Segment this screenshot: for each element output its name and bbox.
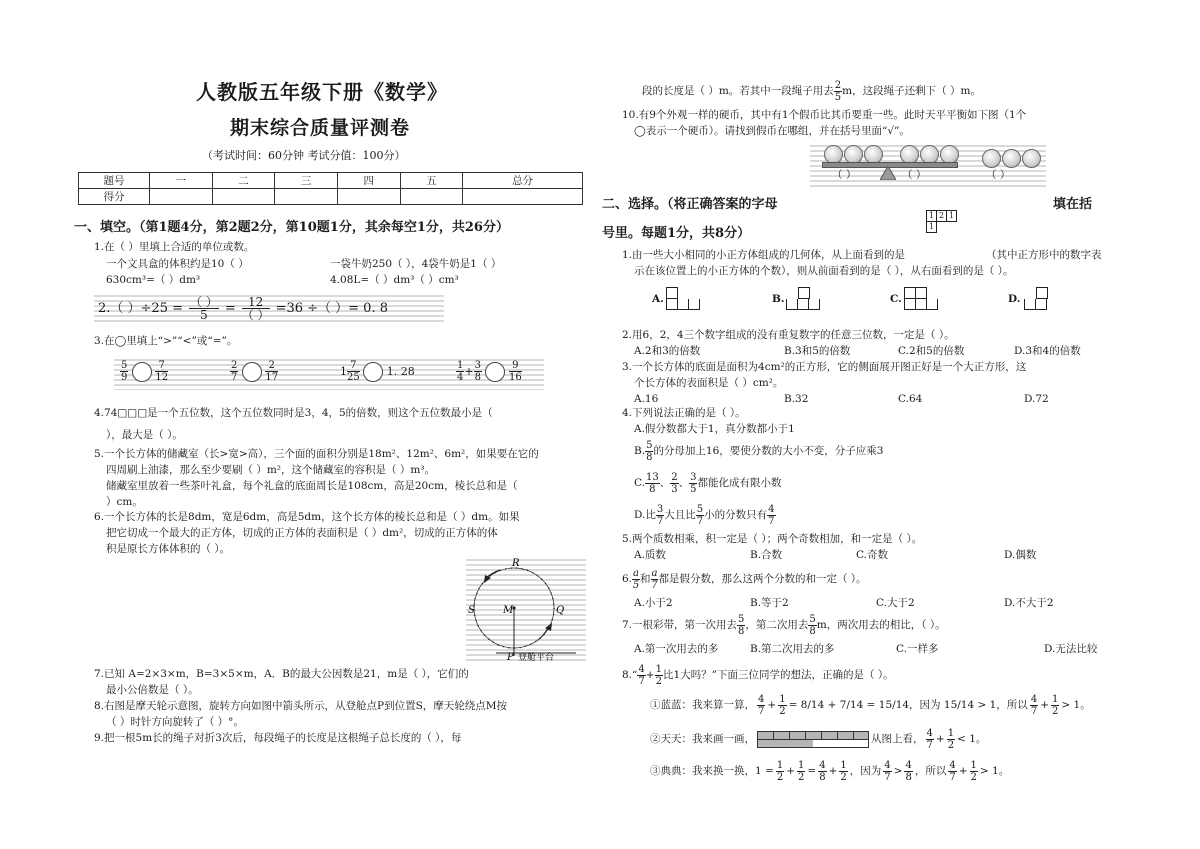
arrow-head-icon: [545, 623, 552, 631]
c3-line1: 3.一个长方体的底面是面积为4cm²的正方形，它的侧面展开图正好是一个大正方形，这: [622, 361, 1027, 373]
section2-heading-c: 号里。每题1分，共8分）: [602, 226, 751, 241]
q6-line1: 6.一个长方体的长是8dm，宽是6dm，高是5dm，这个长方体的棱长总和是（ ）dm。如果: [94, 511, 520, 523]
c3-opt-b[interactable]: B.32: [784, 393, 809, 405]
label-r: R: [512, 558, 520, 569]
c8-student-3: ③典典：我来换一换，1 = $\frac{1}{2}$ + $\frac{1}{2}$ = $\frac{4}{8}$ + $\frac{1}{2}$ ，因为 4 7 > 4 8 ，所以 4 7 + $\frac{1}{2}$ > 1。: [650, 760, 1010, 783]
fraction-numerator: 12: [242, 296, 270, 309]
compare-circle[interactable]: [363, 362, 383, 382]
c3-opt-a[interactable]: A.16: [634, 393, 659, 405]
c1-line2: 示在该位置上的小正方体的个数），则从前面看到的是（ ），从右面看到的是（ ）。: [634, 265, 1014, 277]
c5-opt-d[interactable]: D.偶数: [1004, 549, 1037, 561]
fraction-numerator: 5: [646, 440, 653, 451]
q9-continued: [642, 80, 981, 103]
q2-fraction-1: [189, 296, 219, 321]
q10-line2: ◯表示一个硬币）。请找到假币在哪组，并在括号里面“√”。: [634, 125, 910, 137]
q1-c: 630cm³=（ ）dm³: [106, 274, 201, 286]
q4-line1: 4.74□□□是一个五位数，这个五位数同时是3，4，5的倍数，则这个五位数最小是（: [94, 407, 493, 419]
fraction-denominator: 8: [646, 452, 653, 463]
q3-item-1: $\frac{5}{9}$ $\frac{7}{12}$: [121, 360, 169, 383]
q5-line2: 四周刷上油漆，那么至少要刷（ ）m²，这个储藏室的容积是（ ）m³。: [106, 464, 436, 476]
q3-item-4: $\frac{1}{4}$ + $\frac{3}{8}$ $\frac{9}{16}$: [457, 360, 522, 383]
c5-opt-b[interactable]: B.合数: [750, 549, 783, 561]
c1-option-b[interactable]: B.: [772, 293, 785, 305]
q5-line1: 5.一个长方体的储藏室（长>宽>高），三个面的面积分别是18m²、12m²、6m²，如果要在它的: [94, 448, 539, 460]
c1-line1b: （其中正方形中的数字表: [986, 249, 1102, 261]
c3-opt-c[interactable]: C.64: [898, 393, 923, 405]
title-line1: 人教版五年级下册《数学》: [196, 80, 448, 104]
exam-info: （考试时间：60分钟 考试分值：100分）: [202, 149, 406, 162]
compare-circle[interactable]: [485, 362, 505, 382]
c6-text: 6. a 5 和 a 7 都是假分数，那么这两个分数的和一定（ ）。: [622, 568, 867, 591]
q8-line2: （ ）时针方向旋转了（ ）°。: [106, 716, 244, 728]
c8-student-1: ①蓝蓝：我来算一算， 4 7 + $\frac{1}{2}$ = 8/14 + 7/14 = 15/14，因为 15/14 > 1，所以 4 7 + $\frac{1}{2}$ > 1。: [650, 694, 1091, 717]
c6-opt-b[interactable]: B.等于2: [750, 597, 789, 609]
score-table-score-row: [79, 189, 583, 205]
grid-cell: 1: [926, 222, 937, 233]
q5-line3: 储藏室里放着一些茶叶礼盒，每个礼盒的底面周长是108cm，高是20cm，棱长总和是（: [106, 480, 518, 492]
c1-option-a-shape: [666, 287, 700, 310]
q9-cont-b: m，这段绳子还剩下（ ）m。: [842, 85, 981, 97]
c7-text: 7.一根彩带，第一次用去 5 8 ，第二次用去 5 8 m，两次用去的相比，（ ）。: [622, 614, 946, 637]
c1-option-d-shape: [1024, 287, 1048, 310]
c6-opt-a[interactable]: A.小于2: [634, 597, 673, 609]
q5-line4: ）cm。: [106, 496, 143, 508]
score-cell[interactable]: [337, 189, 400, 205]
q7-line2: 最小公倍数是（ ）。: [106, 684, 199, 696]
c7-opt-a[interactable]: A.第一次用去的多: [634, 643, 719, 655]
c1-line1: 1.由一些大小相同的小正方体组成的几何体，从上面看到的是: [622, 249, 906, 261]
ferris-wheel-diagram: [466, 556, 586, 662]
c3-opt-d[interactable]: D.72: [1024, 393, 1049, 405]
c6-opt-c[interactable]: C.大于2: [876, 597, 915, 609]
c4-opt-a[interactable]: A.假分数都大于1，真分数都小于1: [634, 423, 795, 435]
c7-opt-b[interactable]: B.第二次用去的多: [750, 643, 835, 655]
q1-a: 一个文具盒的体积约是10（ ）: [106, 258, 249, 270]
fraction-denominator: （ ）: [241, 308, 270, 322]
q2-fraction-2: [242, 296, 270, 321]
compare-circle[interactable]: [242, 362, 262, 382]
q6-line2: 把它切成一个最大的正方体，切成的正方体的表面积是（ ）dm²，切成的正方体的体: [106, 527, 498, 539]
fraction-bar-diagram: [757, 731, 869, 748]
fraction: [834, 80, 842, 103]
table-cell: 得分: [79, 189, 150, 205]
c1-option-d[interactable]: D.: [1008, 293, 1021, 305]
label-s: S: [468, 605, 475, 616]
q10-line1: 10.有9个外观一样的硬币，其中有1个假币比其币要重一些。此时天平平衡如下图（1个: [622, 109, 1027, 121]
coin-icon: [982, 149, 1001, 168]
section1-heading: 一、填空。（第1题4分，第2题2分，第10题1分，其余每空1分，共26分）: [74, 220, 509, 235]
score-table: [78, 172, 583, 205]
table-cell: 四: [337, 173, 400, 189]
rotation-arrow-bottom-right: [538, 628, 548, 640]
c5-opt-c[interactable]: C.奇数: [856, 549, 888, 561]
c2-opt-d[interactable]: D.3和4的倍数: [1014, 345, 1081, 357]
q1-d: 4.08L=（ ）dm³（ ）cm³: [330, 274, 459, 286]
q6-line3: 积是原长方体体积的（ ）。: [106, 543, 231, 555]
table-cell: 总分: [463, 173, 583, 189]
q1-text: 1.在（ ）里填上合适的单位或数。: [94, 241, 255, 253]
section2-heading-a: 二、选择。（将正确答案的字母: [602, 197, 778, 212]
c1-option-c-shape: [904, 287, 938, 310]
coin-icon: [1022, 149, 1041, 168]
q2-tail: =36 ÷（ ）= 0. 8: [275, 300, 388, 316]
c1-option-a[interactable]: A.: [652, 293, 664, 305]
q3-item-2: $\frac{2}{7}$ $\frac{2}{17}$: [231, 360, 279, 383]
c6-opt-d[interactable]: D.不大于2: [1004, 597, 1054, 609]
c5-opt-a[interactable]: A.质数: [634, 549, 666, 561]
c4-opt-c-text: 都能化成有限小数: [697, 477, 782, 489]
compare-circle[interactable]: [132, 362, 152, 382]
fraction-denominator: 5: [834, 92, 842, 103]
coin-group-3: [982, 149, 1041, 168]
q1-b: 一袋牛奶250（ ），4袋牛奶是1（ ）: [330, 258, 502, 270]
table-cell: 二: [212, 173, 275, 189]
c1-option-c[interactable]: C.: [890, 293, 902, 305]
c5-text: 5.两个质数相乘，积一定是（ ）；两个奇数相加，和一定是（ ）。: [622, 533, 923, 545]
answer-blank-group-2[interactable]: （ ）: [902, 169, 927, 181]
section2-heading-b: 填在括: [1053, 197, 1093, 212]
score-cell[interactable]: [400, 189, 463, 205]
equals-sign: =: [224, 300, 236, 316]
c8-student-2: ②天天：我来画一画， 从图上看， 4 7 + $\frac{1}{2}$ < 1。: [650, 728, 987, 751]
c1-option-b-shape: [786, 287, 820, 310]
c8-text: 8.“ 4 7 + $\frac{1}{2}$ 比1大吗？”下面三位同学的想法，正确的是（ ）。: [622, 664, 894, 687]
top-view-grid: [926, 210, 957, 233]
title-line2: 期末综合质量评测卷: [230, 117, 411, 139]
q3-item-3: 1 $\frac{7}{25}$ 1. 28: [340, 360, 415, 383]
q3-text: 3.在◯里填上“>”“<”或“=”。: [94, 335, 238, 347]
score-cell[interactable]: [463, 189, 583, 205]
score-cell[interactable]: [212, 189, 275, 205]
score-cell[interactable]: [150, 189, 213, 205]
c4-opt-b[interactable]: B. $\frac{5}{8}$ 的分母加上16，要使分数的大小不变，分子应乘3: [634, 440, 884, 463]
fraction-numerator: 2: [834, 80, 842, 91]
c4-text: 4.下列说法正确的是（ ）。: [622, 407, 746, 419]
score-table-header-row: [79, 173, 583, 189]
label-m: M: [503, 605, 514, 616]
table-cell: 五: [400, 173, 463, 189]
c7-opt-d[interactable]: D.无法比较: [1044, 643, 1098, 655]
coin-icon: [1002, 149, 1021, 168]
table-cell: 题号: [79, 173, 150, 189]
c2-opt-c[interactable]: C.2和5的倍数: [898, 345, 965, 357]
c2-text: 2.用6，2，4三个数字组成的没有重复数字的任意三位数，一定是（ ）。: [622, 329, 955, 341]
q2-lead: 2.（ ）÷25 =: [98, 300, 183, 316]
fraction-denominator: 5: [200, 308, 208, 322]
q9-line1: 9.把一根5m长的绳子对折3次后，每段绳子的长度是这根绳子总长度的（ ），每: [94, 732, 462, 744]
grid-cell: 1: [926, 210, 937, 222]
grid-cell: 1: [947, 210, 957, 222]
c7-opt-c[interactable]: C.一样多: [896, 643, 939, 655]
q4-line2: ），最大是（ ）。: [106, 429, 183, 441]
table-cell: 一: [150, 173, 213, 189]
balance-fulcrum-icon: [880, 166, 896, 180]
score-cell[interactable]: [275, 189, 338, 205]
fraction-numerator: （ ）: [190, 295, 218, 309]
c4-opt-b-text: 的分母加上16，要使分数的大小不变，分子应乘3: [653, 445, 884, 457]
answer-blank-group-1[interactable]: （ ）: [832, 169, 857, 181]
c4-opt-d[interactable]: D.比 3 7 大且比 5 7 小的分数只有 4 7: [634, 504, 775, 527]
q2-expression: [98, 296, 388, 321]
q8-line1: 8.右图是摩天轮示意图，旋转方向如图中箭头所示，从登舱点P到位置S，摩天轮绕点M按: [94, 700, 508, 712]
label-q: Q: [556, 605, 565, 616]
answer-blank-group-3[interactable]: （ ）: [986, 169, 1011, 181]
label-p: P: [507, 652, 514, 662]
grid-cell: 2: [937, 210, 947, 222]
c2-opt-a[interactable]: A.2和3的倍数: [634, 345, 701, 357]
c4-opt-c[interactable]: C. 13 8 、 2 3 、 3 5 都能化成有限小数: [634, 472, 782, 495]
table-cell: 三: [275, 173, 338, 189]
q7-line1: 7.已知 A=2×3×m，B=3×5×m，A．B的最大公因数是21，m是（ ），它们的: [94, 668, 469, 680]
label-platform: 登舱平台: [518, 653, 555, 662]
c3-line2: 个长方体的表面积是（ ）cm²。: [634, 377, 784, 389]
q9-cont-a: 段的长度是（ ）m。若其中一段绳子用去: [642, 85, 834, 97]
c2-opt-b[interactable]: B.3和5的倍数: [784, 345, 851, 357]
